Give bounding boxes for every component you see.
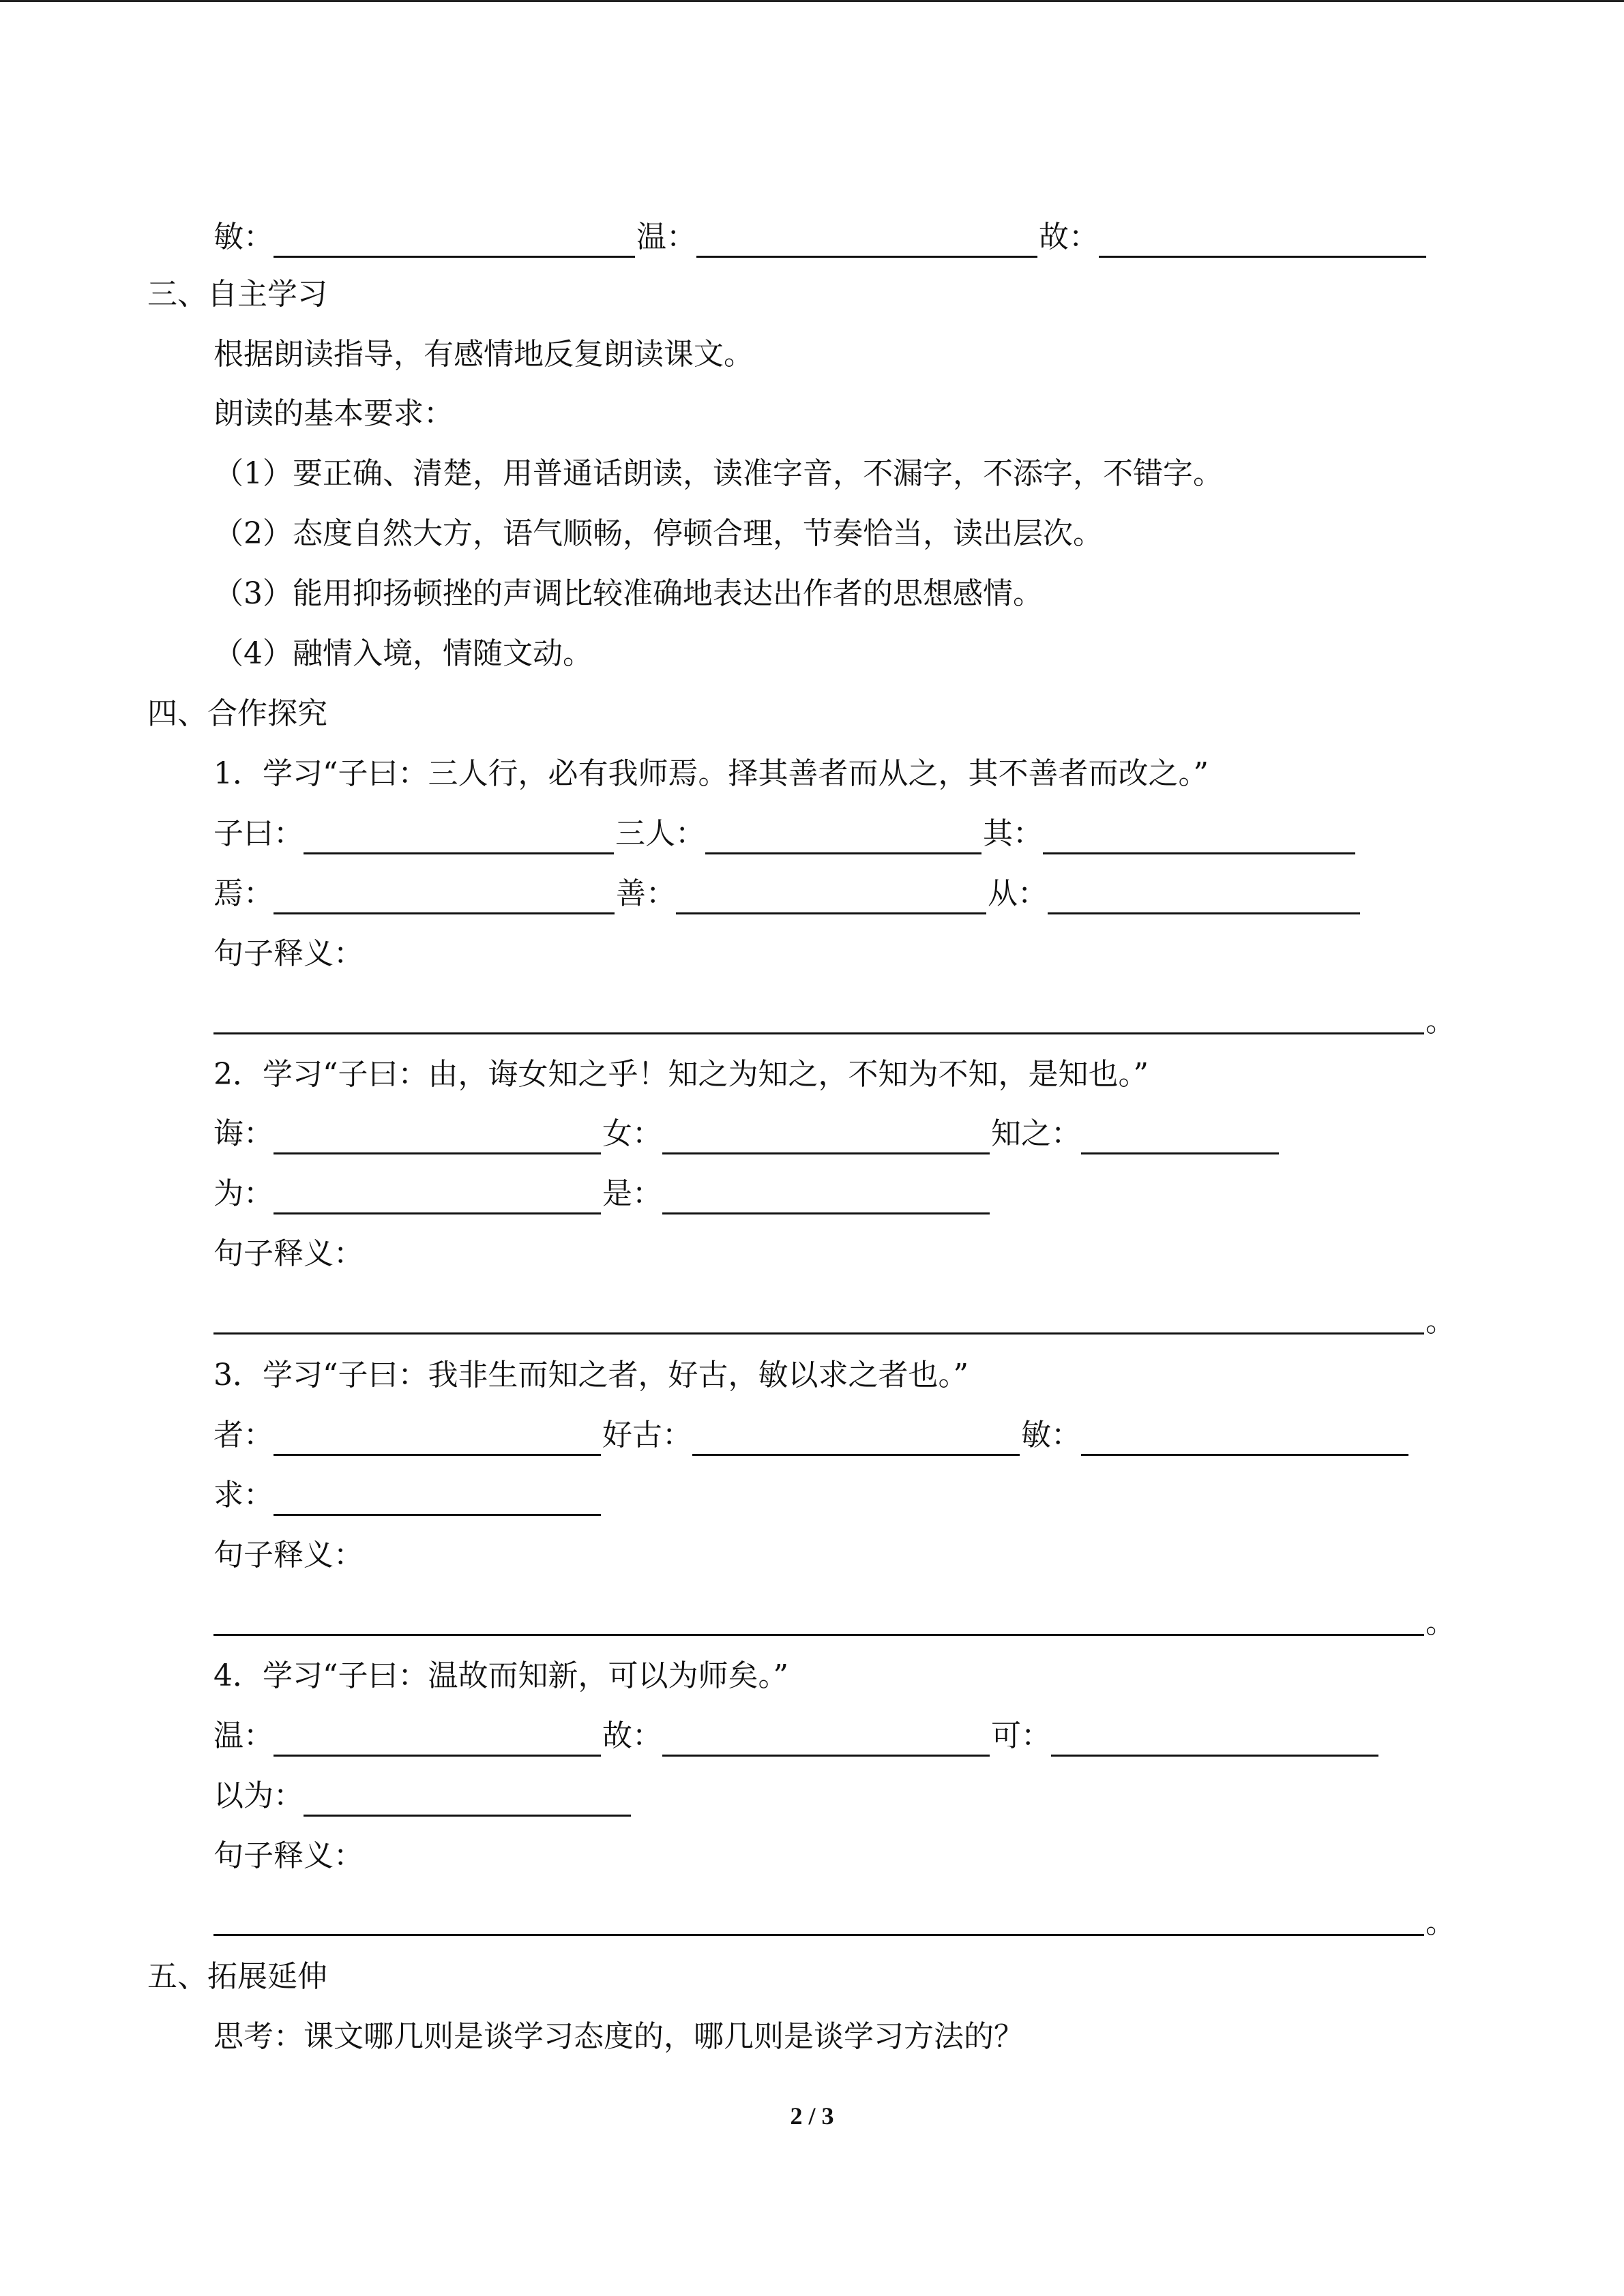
vocab-row <box>213 1114 1280 1154</box>
answer-blank[interactable] <box>676 882 986 914</box>
sentence-label: 句子释义： <box>213 1838 364 1873</box>
vocab-label: 三人： <box>615 816 705 851</box>
period-mark: 。 <box>1426 1905 1456 1940</box>
question-prompt: 2．学习“子曰：由，诲女知之乎！知之为知之，不知为不知，是知也。” <box>213 1057 1149 1092</box>
answer-blank[interactable] <box>274 1725 601 1757</box>
section-heading: 三、自主学习 <box>147 277 327 312</box>
vocab-label: 故： <box>1039 220 1099 254</box>
vocab-label: 诲： <box>213 1116 274 1151</box>
answer-blank[interactable] <box>274 1484 601 1516</box>
requirement-item: （1）要正确、清楚，用普通话朗读，读准字音，不漏字，不添字，不错字。 <box>213 456 1223 491</box>
vocab-label: 焉： <box>213 876 274 911</box>
answer-blank[interactable] <box>1081 1122 1279 1154</box>
paragraph: 思考：课文哪几则是谈学习态度的，哪几则是谈学习方法的？ <box>213 2019 1024 2054</box>
vocab-label: 温： <box>213 1718 274 1753</box>
vocab-row <box>213 1716 1380 1757</box>
answer-blank[interactable] <box>274 1182 601 1214</box>
vocab-row <box>213 1776 632 1817</box>
vocab-label: 子曰： <box>213 816 304 851</box>
requirement-item: （4）融情入境，情随文动。 <box>213 636 593 671</box>
page-number: 2 / 3 <box>790 2102 834 2130</box>
vocab-row <box>213 1415 1410 1456</box>
vocab-label: 从： <box>988 876 1048 911</box>
vocab-label: 好古： <box>602 1418 692 1452</box>
sentence-answer-line[interactable] <box>213 1634 1424 1636</box>
period-mark: 。 <box>1426 1605 1456 1640</box>
paragraph: 根据朗读指导，有感情地反复朗读课文。 <box>213 337 754 372</box>
vocab-row <box>213 1475 602 1516</box>
vocab-label: 故： <box>602 1718 662 1753</box>
answer-blank[interactable] <box>304 1785 631 1817</box>
vocab-label: 为： <box>213 1176 274 1211</box>
question-prompt: 1．学习“子曰：三人行，必有我师焉。择其善者而从之，其不善者而改之。” <box>213 756 1209 791</box>
vocab-label: 是： <box>602 1176 662 1211</box>
sentence-answer-line[interactable] <box>213 1032 1424 1034</box>
vocab-label: 敏： <box>213 220 274 254</box>
vocab-label: 以为： <box>213 1778 304 1813</box>
vocab-row-top <box>213 217 1428 258</box>
answer-blank[interactable] <box>1081 1424 1408 1456</box>
page-top-border <box>0 0 1624 2</box>
vocab-row <box>213 814 1357 854</box>
answer-blank[interactable] <box>662 1725 990 1757</box>
answer-blank[interactable] <box>705 822 981 854</box>
answer-blank[interactable] <box>274 882 615 914</box>
section-heading: 四、合作探究 <box>147 696 327 731</box>
answer-blank[interactable] <box>692 1424 1020 1456</box>
paragraph: 朗读的基本要求： <box>213 396 454 431</box>
vocab-label: 知之： <box>991 1116 1081 1151</box>
period-mark: 。 <box>1426 1304 1456 1339</box>
sentence-answer-line[interactable] <box>213 1934 1424 1936</box>
vocab-label: 其： <box>983 816 1043 851</box>
requirement-item: （2）态度自然大方，语气顺畅，停顿合理，节奏恰当，读出层次。 <box>213 516 1103 551</box>
answer-blank[interactable] <box>662 1182 990 1214</box>
period-mark: 。 <box>1426 1004 1456 1039</box>
vocab-label: 可： <box>991 1718 1051 1753</box>
question-prompt: 3．学习“子曰：我非生而知之者，好古，敏以求之者也。” <box>213 1358 969 1392</box>
answer-blank[interactable] <box>274 1122 601 1154</box>
vocab-label: 温： <box>636 220 696 254</box>
answer-blank[interactable] <box>1043 822 1355 854</box>
vocab-row <box>213 874 1361 914</box>
sentence-label: 句子释义： <box>213 1538 364 1572</box>
vocab-label: 敏： <box>1021 1418 1081 1452</box>
answer-blank[interactable] <box>1048 882 1360 914</box>
answer-blank[interactable] <box>662 1122 990 1154</box>
answer-blank[interactable] <box>304 822 614 854</box>
vocab-label: 善： <box>616 876 676 911</box>
vocab-label: 者： <box>213 1418 274 1452</box>
section-heading: 五、拓展延伸 <box>147 1959 327 1994</box>
vocab-row <box>213 1174 991 1214</box>
vocab-label: 求： <box>213 1478 274 1512</box>
sentence-answer-line[interactable] <box>213 1332 1424 1335</box>
requirement-item: （3）能用抑扬顿挫的声调比较准确地表达出作者的思想感情。 <box>213 576 1043 611</box>
answer-blank[interactable] <box>274 226 635 258</box>
vocab-label: 女： <box>602 1116 662 1151</box>
answer-blank[interactable] <box>274 1424 601 1456</box>
sentence-label: 句子释义： <box>213 936 364 971</box>
answer-blank[interactable] <box>1051 1725 1378 1757</box>
sentence-label: 句子释义： <box>213 1236 364 1271</box>
answer-blank[interactable] <box>1099 226 1426 258</box>
question-prompt: 4．学习“子曰：温故而知新，可以为师矣。” <box>213 1658 788 1693</box>
answer-blank[interactable] <box>696 226 1037 258</box>
